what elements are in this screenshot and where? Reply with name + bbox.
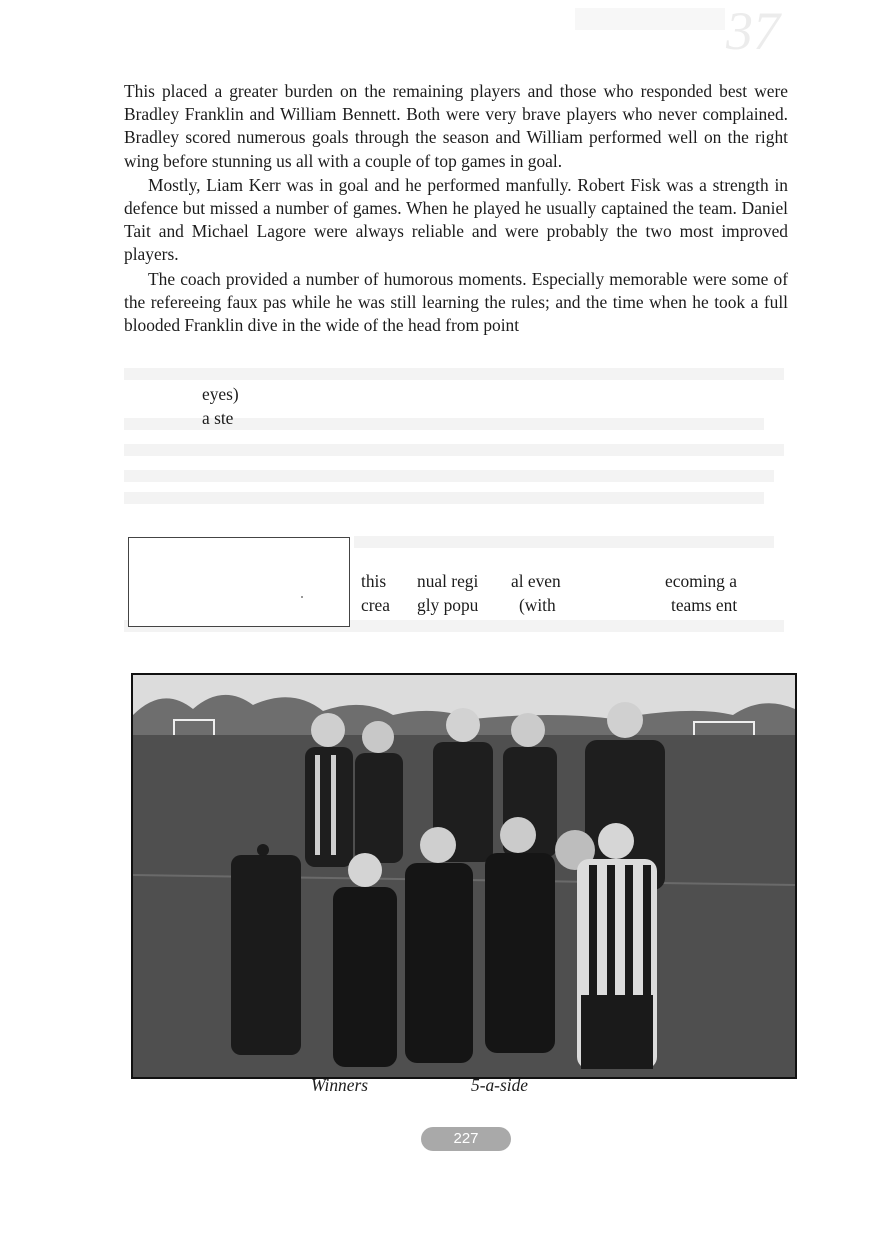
header-strip [575, 8, 725, 30]
text-fragment: a ste [202, 408, 234, 428]
paragraph: The coach provided a number of humorous moments. Especially memorable were some of the refereeing faux pas while he was still learning the rules; and the time when he took a full blooded Franklin dive in the wide of the head from point [124, 268, 788, 336]
photo-caption-left: Winners [311, 1075, 369, 1095]
body-text [124, 80, 788, 338]
text-fragment: gly popu [417, 595, 479, 615]
text-fragment: al even [511, 571, 561, 591]
paragraph: Mostly, Liam Kerr was in goal and he performed manfully. Robert Fisk was a strength in defence but missed a number of games. When he played he usually captained the team. Daniel Tait and Michael Lagore were always reliable and were probably the two most improved players. [124, 174, 788, 265]
text-fragment: nual regi [417, 571, 479, 591]
paragraph: This placed a greater burden on the remaining players and those who responded best were Bradley Franklin and William Bennett. Both were very brave players who never complained. Bradley scored numerous goals through the season and William performed well on the right wing before stunning us all with a couple of top games in goal. [124, 81, 788, 171]
text-fragment: eyes) [202, 384, 239, 404]
text-fragment: teams ent [671, 595, 738, 615]
team-photo [131, 673, 797, 1079]
page-number: 227 [421, 1127, 511, 1151]
team-photo-illustration [133, 675, 795, 1077]
chapter-numeral: 37 [726, 1, 780, 61]
text-fragment: (with [519, 595, 556, 615]
empty-box [128, 537, 350, 627]
text-fragment: ecoming a [665, 571, 737, 591]
text-fragment: this [361, 571, 387, 591]
photo-caption-right: 5-a-side [471, 1075, 528, 1095]
text-fragment: crea [361, 595, 390, 615]
